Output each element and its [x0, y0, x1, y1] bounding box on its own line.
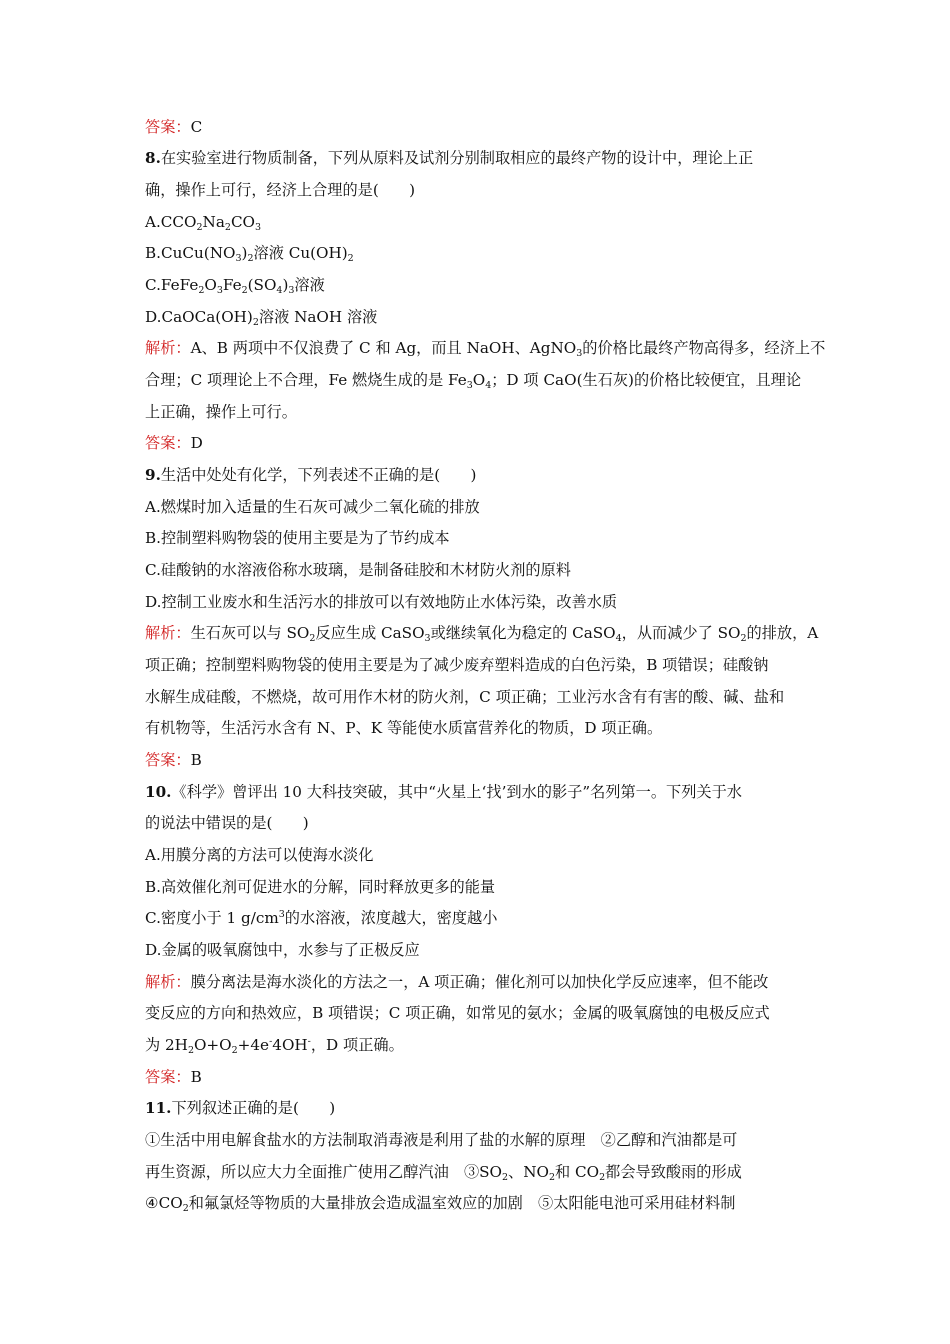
q10-number: 10. [145, 783, 172, 801]
q9-analysis-line2: 项正确；控制塑料购物袋的使用主要是为了减少废弃塑料造成的白色污染，B 项错误；硅酸钠 [145, 656, 769, 674]
q9-analysis-line4: 有机物等，生活污水含有 N、P、K 等能使水质富营养化的物质，D 项正确。 [145, 719, 663, 737]
q8-analysis-line2: 合理；C 项理论上不合理，Fe 燃烧生成的是 $Fe_3O_4$；D 项 CaO(生石灰)的价格比较便宜，且理论 [145, 371, 802, 391]
q10-stem-line1: 10.《科学》曾评出 10 大科技突破，其中“火星上‘找’到水的影子”名列第一。下列关于水 [145, 783, 742, 801]
q10-option-b: B.高效催化剂可促进水的分解，同时释放更多的能量 [145, 878, 496, 896]
q8-answer-line: 答案：D [145, 434, 203, 452]
q8-option-b: $B.CuCu(NO_3)_2$溶液 $Cu(OH)_2$ [145, 244, 354, 264]
q10-option-d: D.金属的吸氧腐蚀中，水参与了正极反应 [145, 941, 420, 959]
q10-analysis-line3: 为 $2H_2O+O_2+4e^-4OH^-$，D 项正确。 [145, 1036, 404, 1056]
q10-analysis-line1: 解析：膜分离法是海水淡化的方法之一，A 项正确；催化剂可以加快化学反应速率，但不能改 [145, 973, 769, 991]
analysis-label: 解析： [145, 339, 191, 357]
q11-number: 11. [145, 1099, 172, 1117]
q9-answer-line: 答案：B [145, 751, 202, 769]
q9-answer: B [190, 751, 202, 769]
q10-answer-line: 答案：B [145, 1068, 202, 1086]
answer-label: 答案： [145, 118, 191, 136]
q10-option-c: C.密度小于 1 $g/cm^3$的水溶液，浓度越大，密度越小 [145, 909, 498, 927]
q11-line3: $④CO_2$和氟氯烃等物质的大量排放会造成温室效应的加剧 ⑤太阳能电池可采用硅材料制 [145, 1194, 736, 1214]
q9-option-a: A.燃煤时加入适量的生石灰可减少二氧化硫的排放 [145, 498, 480, 516]
q9-option-c: C.硅酸钠的水溶液俗称水玻璃，是制备硅胶和木材防火剂的原料 [145, 561, 571, 579]
q10-answer: B [190, 1068, 202, 1086]
q11-stem: 11.下列叙述正确的是( ) [145, 1099, 336, 1117]
q8-option-c: $C.FeFe_2O_3Fe_2(SO_4)_3$溶液 [145, 276, 325, 296]
q8-stem-line1: 8.在实验室进行物质制备，下列从原料及试剂分别制取相应的最终产物的设计中，理论上正 [145, 149, 754, 167]
q10-analysis-line2: 变反应的方向和热效应，B 项错误；C 项正确，如常见的氨水；金属的吸氧腐蚀的电极反应式 [145, 1004, 770, 1022]
q8-analysis-line1: 解析：A、B 两项中不仅浪费了 C 和 Ag，而且 NaOH、AgNO$_3$的价格比最终产物高得多，经济上不 [145, 339, 826, 359]
q10-option-a: A.用膜分离的方法可以使海水淡化 [145, 846, 374, 864]
q9-number: 9. [145, 466, 161, 484]
q8-number: 8. [145, 149, 161, 167]
q8-option-d: $D.CaOCa(OH)_2$溶液 NaOH 溶液 [145, 308, 378, 328]
q9-option-d: D.控制工业废水和生活污水的排放可以有效地防止水体污染，改善水质 [145, 593, 618, 611]
q8-option-a: $A.CCO_2Na_2CO_3$ [145, 213, 262, 233]
q7-answer: C [190, 118, 203, 136]
q11-line2: 再生资源，所以应大力全面推广使用乙醇汽油 $③SO_2$、$NO_2$和 $CO_2$都会导致酸雨的形成 [145, 1163, 742, 1183]
q10-stem-line2: 的说法中错误的是( ) [145, 814, 309, 832]
q8-analysis-line3: 上正确，操作上可行。 [145, 403, 297, 421]
q7-answer-line [145, 117, 815, 137]
q9-stem: 9.生活中处处有化学，下列表述不正确的是( ) [145, 466, 477, 484]
q8-stem-line2: 确，操作上可行，经济上合理的是( ) [145, 181, 416, 199]
q11-line1: ①生活中用电解食盐水的方法制取消毒液是利用了盐的水解的原理 ②乙醇和汽油都是可 [145, 1131, 738, 1149]
q9-analysis-line3: 水解生成硅酸，不燃烧，故可用作木材的防火剂，C 项正确；工业污水含有有害的酸、碱、盐和 [145, 688, 785, 706]
q9-option-b: B.控制塑料购物袋的使用主要是为了节约成本 [145, 529, 450, 547]
q8-answer: D [190, 434, 203, 452]
q9-analysis-line1: 解析：生石灰可以与 $SO_2$反应生成 CaSO$_3$或继续氧化为稳定的 CaSO$_4$，从而减少了 $SO_2$的排放，A [145, 624, 819, 644]
